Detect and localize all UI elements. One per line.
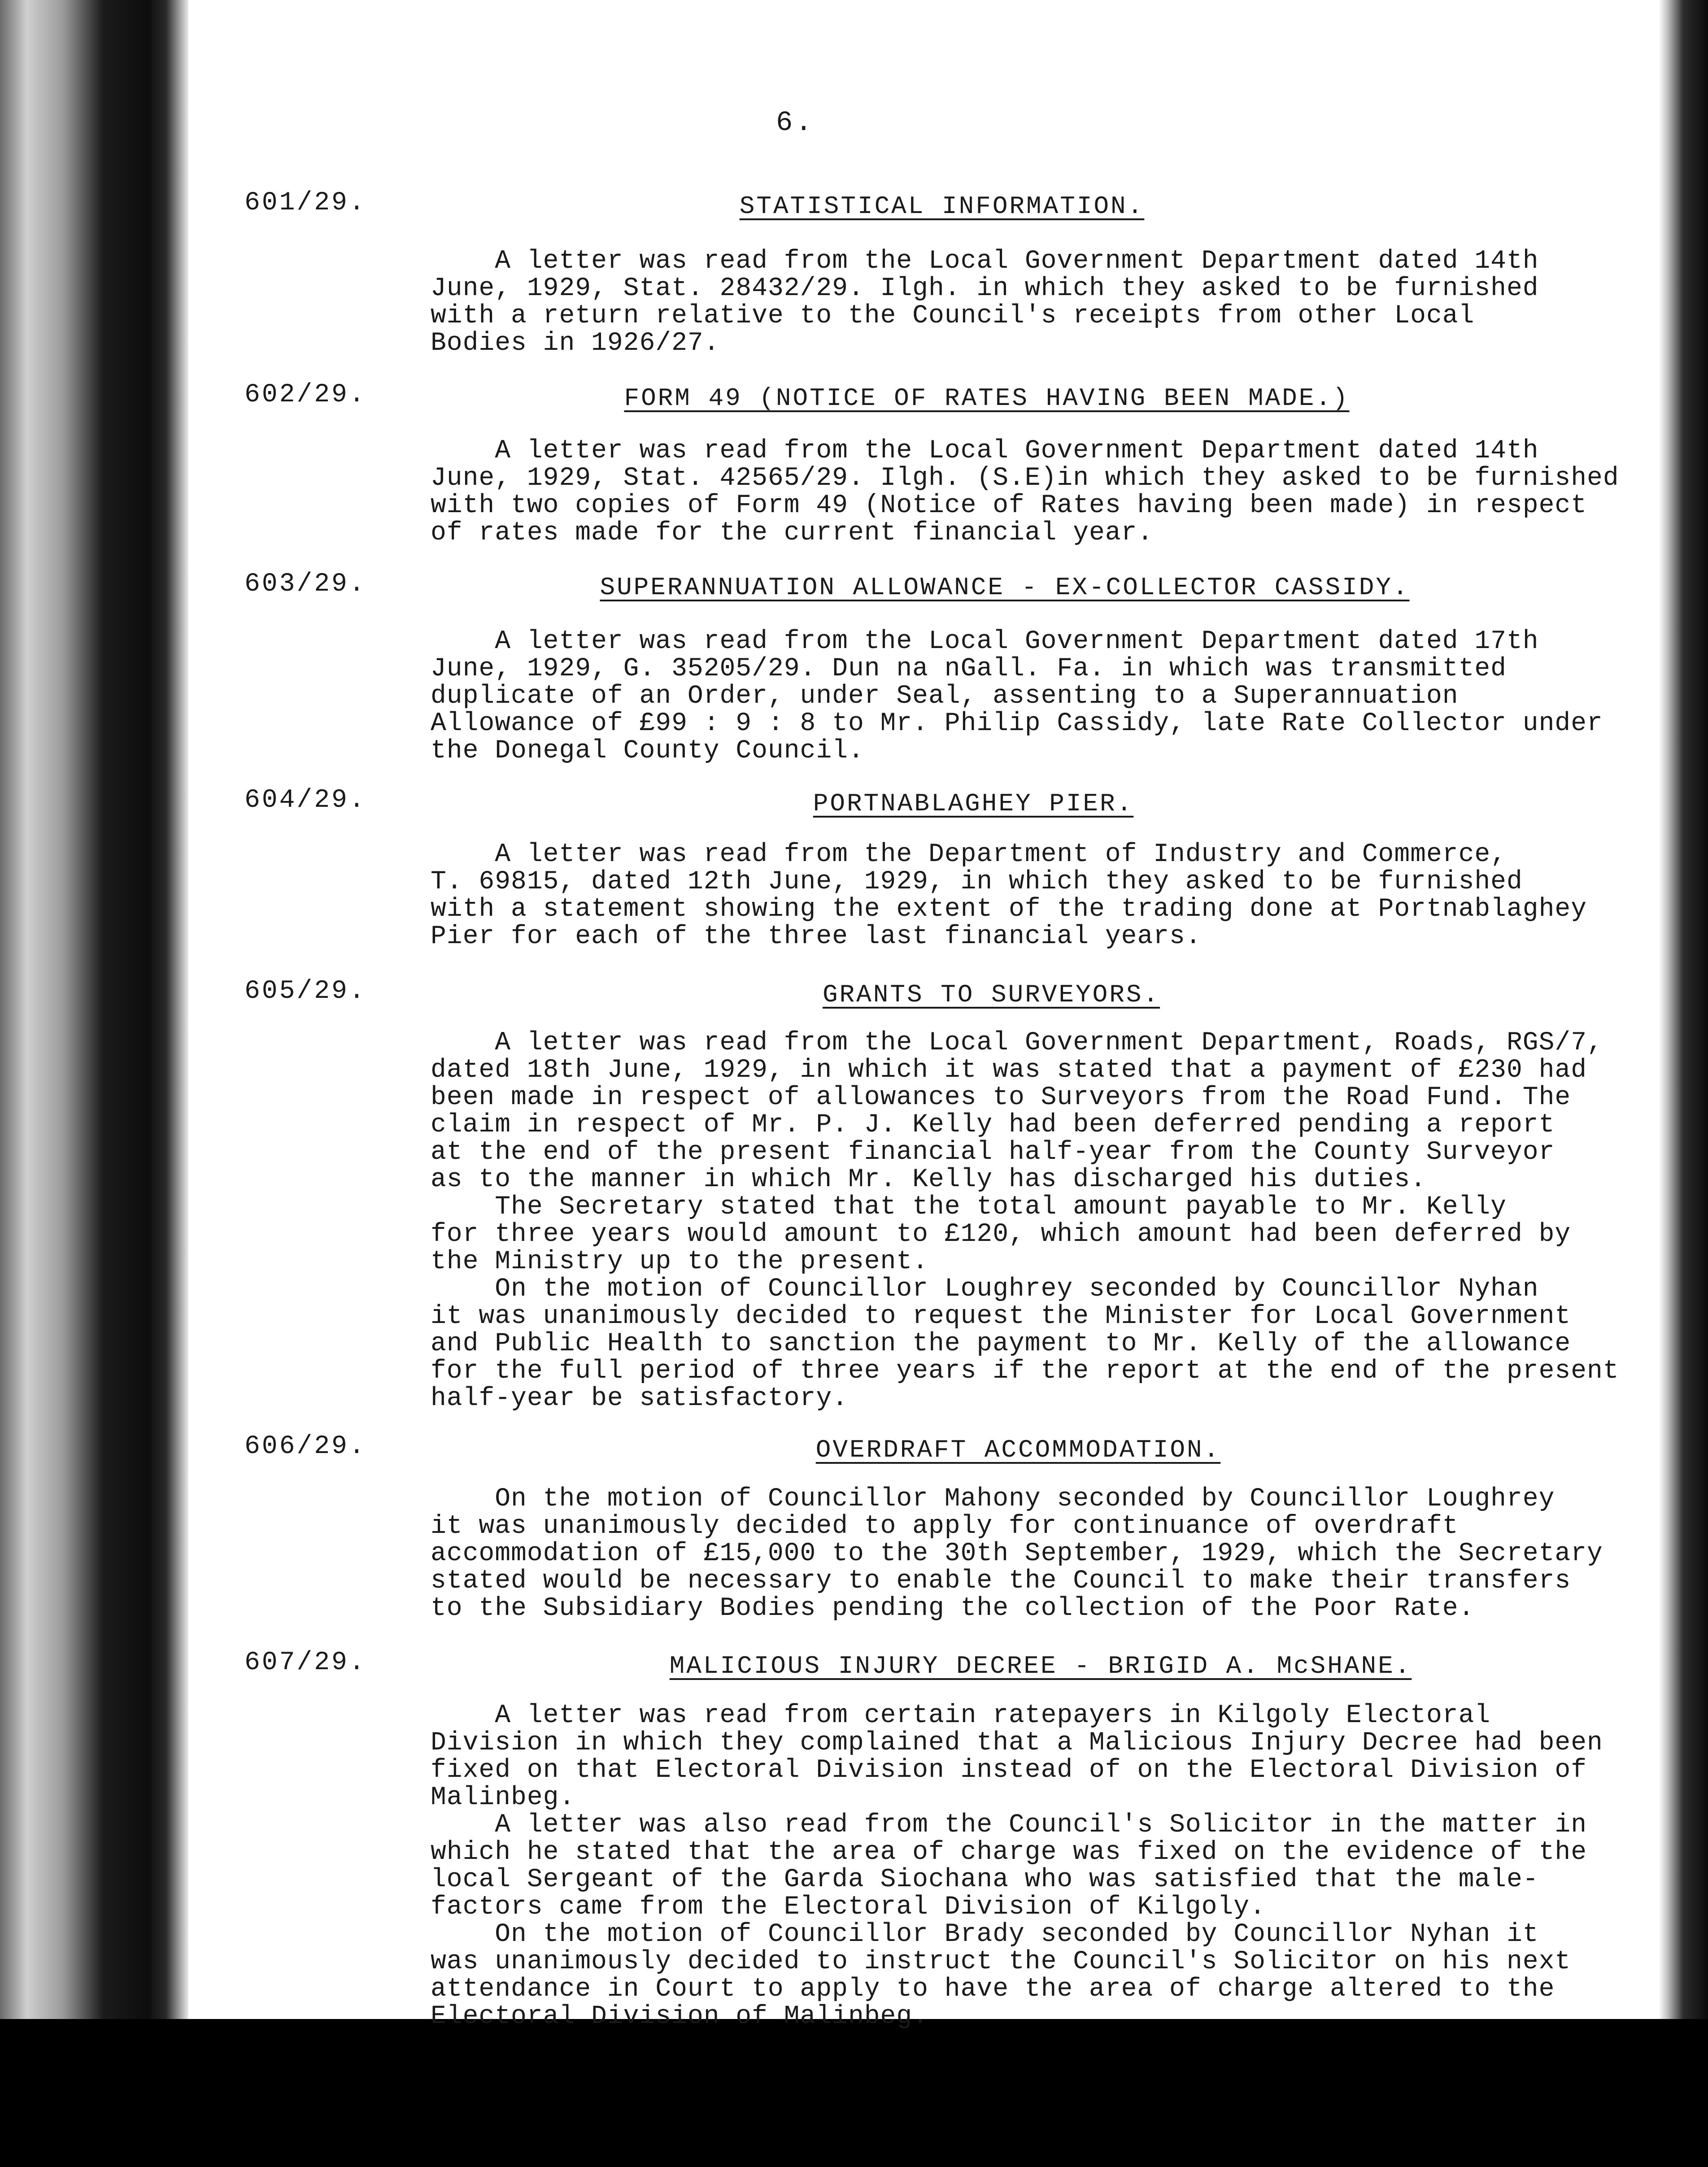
section-id: 603/29. [244,570,366,599]
section-title: OVERDRAFT ACCOMMODATION. [815,1436,1221,1464]
section-paragraph: A letter was read from the Department of Industry and Commerce, T. 69815, dated 12th June, 1929, in which they asked to be furnished with a statement showing the extent of the trading done at Portnablaghey Pier for each of the three last financial years. [431,840,1587,951]
section-paragraph: A letter was read from the Local Government Department, Roads, RGS/7, dated 18th June, 1929, in which it was stated that a payment of £230 had been made in respect of allowances to Surveyors from the Road Fund. The claim in respect of Mr. P. J. Kelly had been deferred pending a report at the end of the present financial half-year from the County Surveyor as to the manner in which Mr. Kelly has discharged his duties. The Secretary stated that the total amount payable to Mr. Kelly for three years would amount to £120, which amount had been deferred by the Ministry up to the present. On the motion of Councillor Loughrey seconded by Councillor Nyhan it was unanimously decided to request the Minister for Local Government and Public Health to sanction the payment to Mr. Kelly of the allowance for the full period of three years if the report at the end of the present half-year be satisfactory. [431,1028,1619,1413]
scan-bottom-edge [0,2019,1708,2167]
section-paragraph: A letter was read from the Local Government Department dated 14th June, 1929, Stat. 42565/29. Ilgh. (S.E)in which they asked to be furnished with two copies of Form 49 (Notice of Rates having been made) in respect of rates made for the current financial year. [431,436,1619,548]
page-number: 6. [776,107,815,139]
section-title: PORTNABLAGHEY PIER. [813,789,1134,818]
scan-right-edge [1659,0,1708,2167]
scan-binding-shadow [0,0,188,2167]
section-title: STATISTICAL INFORMATION. [739,192,1145,221]
section-paragraph: A letter was read from the Local Government Department dated 17th June, 1929, G. 35205/29. Dun na nGall. Fa. in which was transmitted duplicate of an Order, under Seal, assenting to a Superannuation Allowance of £99 : 9 : 8 to Mr. Philip Cassidy, late Rate Collector under the Donegal County Council. [431,627,1603,766]
section-title: GRANTS TO SURVEYORS. [822,980,1160,1009]
section-paragraph: A letter was read from certain ratepayers in Kilgoly Electoral Division in which they complained that a Malicious Injury Decree had been fixed on that Electoral Division instead of on the Electoral Division of Malinbeg. A letter was also read from the Council's Solicitor in the matter in which he stated that the area of charge was fixed on the evidence of the local Sergeant of the Garda Siochana who was satisfied that the male- factors came from the Electoral Division of Kilgoly. On the motion of Councillor Brady seconded by Councillor Nyhan it was unanimously decided to instruct the Council's Solicitor on his next attendance in Court to apply to have the area of charge altered to the Electoral Division of Malinbeg. [431,1701,1603,2031]
section-id: 601/29. [244,188,366,218]
section-id: 604/29. [244,786,366,815]
section-paragraph: On the motion of Councillor Mahony seconded by Councillor Loughrey it was unanimously decided to apply for continuance of overdraft accommodation of £15,000 to the 30th September, 1929, which the Secretary stated would be necessary to enable the Council to make their transfers to the Subsidiary Bodies pending the collection of the Poor Rate. [431,1484,1603,1623]
section-title: SUPERANNUATION ALLOWANCE - EX-COLLECTOR CASSIDY. [600,573,1410,602]
section-title: FORM 49 (NOTICE OF RATES HAVING BEEN MADE.) [624,384,1350,413]
section-paragraph: A letter was read from the Local Government Department dated 14th June, 1929, Stat. 28432/29. Ilgh. in which they asked to be furnished with a return relative to the Council's receipts from other Local Bodies in 1926/27. [431,247,1539,358]
section-id: 602/29. [244,380,366,409]
section-id: 606/29. [244,1432,366,1461]
section-id: 605/29. [244,977,366,1006]
section-title: MALICIOUS INJURY DECREE - BRIGID A. McSHANE. [669,1652,1412,1680]
section-id: 607/29. [244,1648,366,1677]
